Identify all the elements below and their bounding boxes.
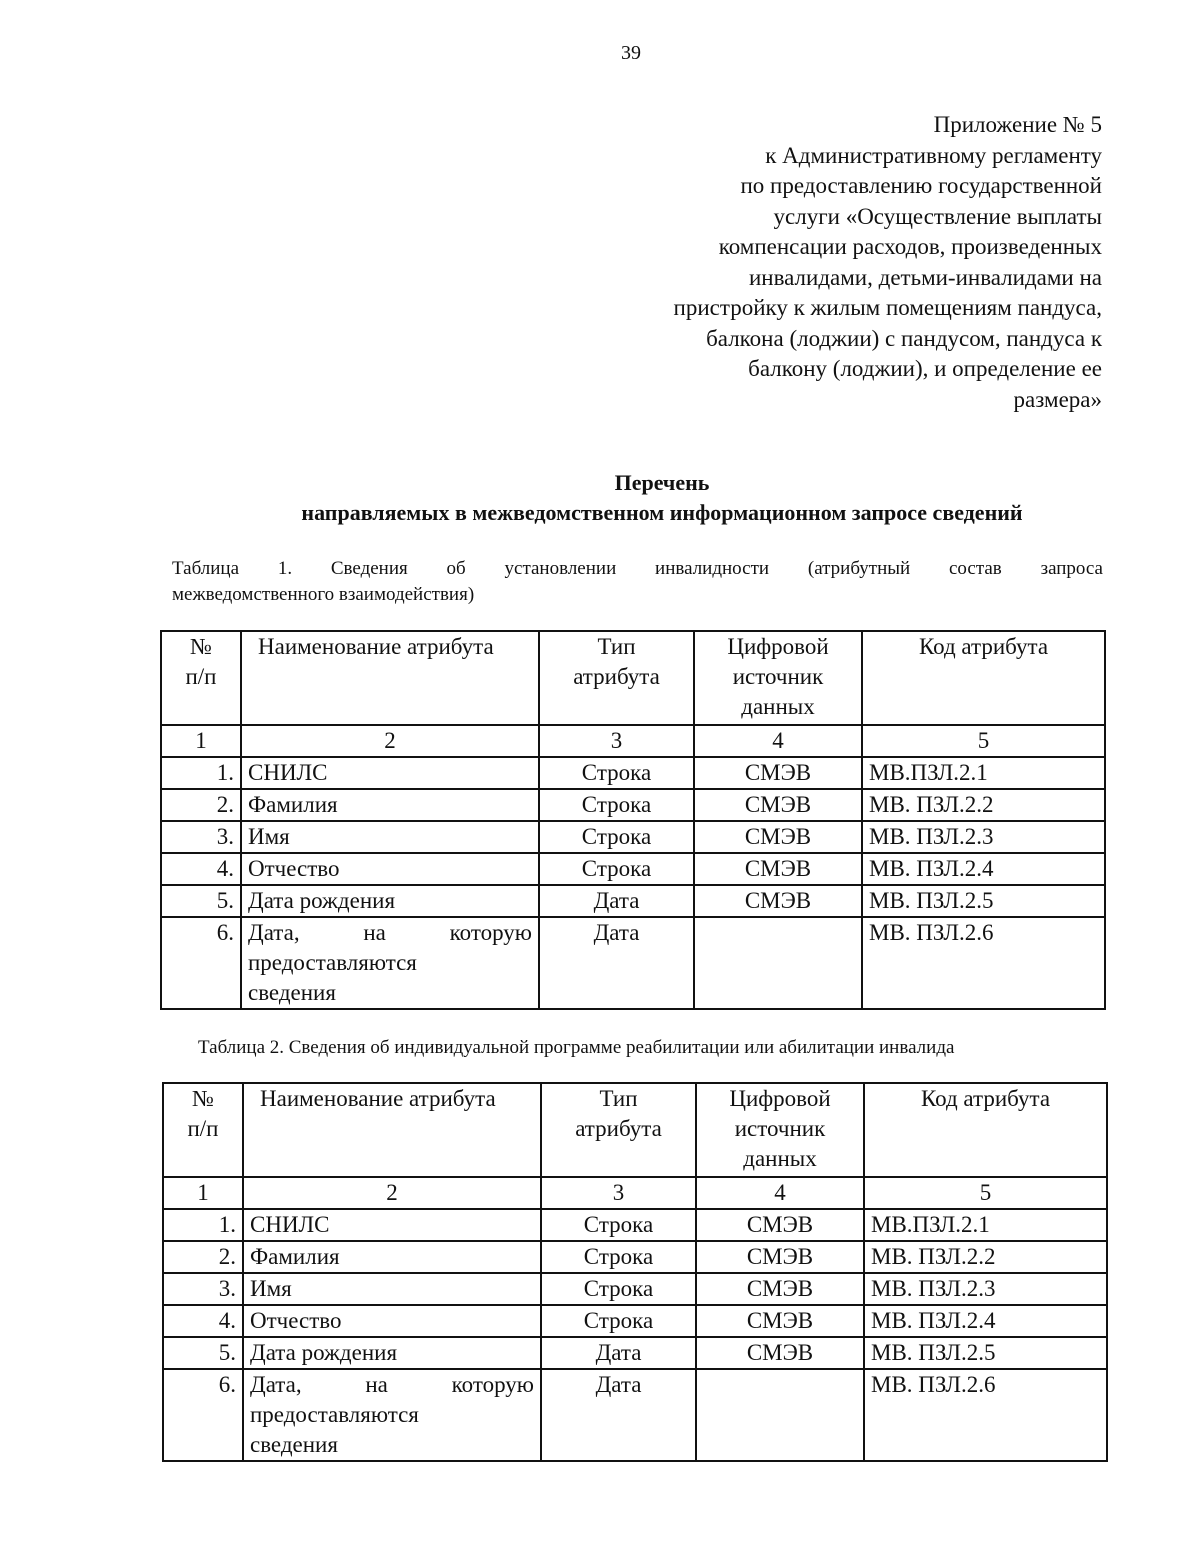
attribute-code-cell: МВ. ПЗЛ.2.4 bbox=[862, 853, 1105, 885]
header-text: данных bbox=[741, 694, 815, 719]
attribute-type-cell: Дата bbox=[541, 1337, 696, 1369]
header-text: Цифровой bbox=[729, 1086, 831, 1111]
data-source-cell bbox=[694, 917, 862, 1009]
document-heading bbox=[160, 468, 1164, 528]
row-number-cell: 5. bbox=[163, 1337, 243, 1369]
attribute-type-cell: Дата bbox=[541, 1369, 696, 1461]
attribute-type-cell: Строка bbox=[539, 757, 694, 789]
row-number-cell: 1. bbox=[163, 1209, 243, 1241]
attribute-name-cell: Дата рождения bbox=[243, 1337, 541, 1369]
header-cell-source bbox=[696, 1083, 864, 1177]
attribute-code-cell: МВ. ПЗЛ.2.5 bbox=[862, 885, 1105, 917]
heading-subtitle: направляемых в межведомственном информационном запросе сведений bbox=[301, 500, 1023, 525]
table2-caption: Таблица 2. Сведения об индивидуальной программе реабилитации или абилитации инвалида bbox=[198, 1037, 955, 1058]
attribute-type-cell: Строка bbox=[539, 789, 694, 821]
table-2 bbox=[162, 1082, 1108, 1462]
table-row bbox=[161, 885, 1105, 917]
table1-caption-line: межведомственного взаимодействия) bbox=[172, 584, 475, 605]
appendix-line: компенсации расходов, произведенных bbox=[718, 234, 1102, 259]
table-header-row bbox=[163, 1083, 1107, 1177]
column-number-cell: 1 bbox=[163, 1177, 243, 1209]
table-1 bbox=[160, 630, 1106, 1010]
header-text: п/п bbox=[187, 1116, 219, 1141]
appendix-line: балкона (лоджии) с пандусом, пандуса к bbox=[706, 325, 1102, 351]
table-row bbox=[161, 853, 1105, 885]
header-text: источник bbox=[734, 1116, 826, 1141]
row-number-cell: 4. bbox=[163, 1305, 243, 1337]
attribute-code-cell: МВ. ПЗЛ.2.4 bbox=[864, 1305, 1107, 1337]
attribute-name-cell: СНИЛС bbox=[243, 1209, 541, 1241]
row-number-cell: 6. bbox=[163, 1369, 243, 1461]
header-cell-num bbox=[163, 1083, 243, 1177]
column-number-cell: 5 bbox=[862, 725, 1105, 757]
row-number-cell: 4. bbox=[161, 853, 241, 885]
data-source-cell bbox=[696, 1369, 864, 1461]
attribute-type-cell: Дата bbox=[539, 885, 694, 917]
attribute-name-line: предоставляются bbox=[248, 950, 417, 975]
attribute-type-cell: Строка bbox=[541, 1273, 696, 1305]
appendix-line: по предоставлению государственной bbox=[740, 173, 1102, 198]
attribute-code-cell: МВ. ПЗЛ.2.2 bbox=[862, 789, 1105, 821]
table1-caption-line: Таблица 1. Сведения об установлении инвалидности (атрибутный состав запроса bbox=[172, 558, 1103, 579]
table-row bbox=[163, 1273, 1107, 1305]
data-source-cell: СМЭВ bbox=[694, 853, 862, 885]
appendix-reference bbox=[542, 110, 1102, 415]
attribute-name-line: Дата, на которую bbox=[250, 1372, 534, 1397]
attribute-name-line: сведения bbox=[248, 980, 336, 1005]
column-number-cell: 2 bbox=[241, 725, 539, 757]
header-cell-type bbox=[539, 631, 694, 725]
column-numbers-row bbox=[161, 725, 1105, 757]
header-text: п/п bbox=[185, 664, 217, 689]
table-row bbox=[161, 917, 1105, 1009]
column-number-cell: 3 bbox=[539, 725, 694, 757]
table-row bbox=[161, 789, 1105, 821]
data-source-cell: СМЭВ bbox=[696, 1305, 864, 1337]
attribute-name-cell: Имя bbox=[241, 821, 539, 853]
column-number-cell: 3 bbox=[541, 1177, 696, 1209]
header-text: № bbox=[190, 634, 212, 659]
table1-caption bbox=[172, 556, 1103, 608]
attribute-code-cell: МВ. ПЗЛ.2.3 bbox=[862, 821, 1105, 853]
page-number: 39 bbox=[621, 42, 641, 64]
header-text: атрибута bbox=[575, 1116, 662, 1141]
heading-title: Перечень bbox=[614, 470, 710, 495]
column-number-cell: 1 bbox=[161, 725, 241, 757]
row-number-cell: 2. bbox=[161, 789, 241, 821]
attribute-name-cell: Фамилия bbox=[243, 1241, 541, 1273]
attribute-name-cell: Фамилия bbox=[241, 789, 539, 821]
column-number-cell: 2 bbox=[243, 1177, 541, 1209]
appendix-line: услуги «Осуществление выплаты bbox=[773, 203, 1102, 229]
header-cell-source bbox=[694, 631, 862, 725]
data-source-cell: СМЭВ bbox=[694, 757, 862, 789]
appendix-line: размера» bbox=[1013, 386, 1102, 412]
attribute-name-cell bbox=[243, 1369, 541, 1461]
table-row bbox=[163, 1241, 1107, 1273]
table-row bbox=[163, 1369, 1107, 1461]
data-source-cell: СМЭВ bbox=[696, 1241, 864, 1273]
attribute-code-cell: МВ.ПЗЛ.2.1 bbox=[864, 1209, 1107, 1241]
row-number-cell: 3. bbox=[163, 1273, 243, 1305]
data-source-cell: СМЭВ bbox=[694, 821, 862, 853]
attribute-type-cell: Строка bbox=[541, 1305, 696, 1337]
attribute-name-cell: СНИЛС bbox=[241, 757, 539, 789]
header-text: данных bbox=[743, 1146, 817, 1171]
attribute-code-cell: МВ. ПЗЛ.2.6 bbox=[862, 917, 1105, 1009]
row-number-cell: 5. bbox=[161, 885, 241, 917]
header-text: источник bbox=[732, 664, 824, 689]
data-source-cell: СМЭВ bbox=[694, 789, 862, 821]
header-cell-num bbox=[161, 631, 241, 725]
attribute-name-line: предоставляются bbox=[250, 1402, 419, 1427]
header-text: Тип bbox=[599, 1086, 638, 1111]
appendix-line: пристройку к жилым помещениям пандуса, bbox=[673, 295, 1102, 320]
table-row bbox=[163, 1337, 1107, 1369]
table-row bbox=[163, 1209, 1107, 1241]
attribute-code-cell: МВ. ПЗЛ.2.2 bbox=[864, 1241, 1107, 1273]
attribute-type-cell: Дата bbox=[539, 917, 694, 1009]
column-numbers-row bbox=[163, 1177, 1107, 1209]
attribute-code-cell: МВ. ПЗЛ.2.5 bbox=[864, 1337, 1107, 1369]
column-number-cell: 4 bbox=[696, 1177, 864, 1209]
appendix-line: Приложение № 5 bbox=[933, 112, 1102, 137]
attribute-name-cell: Дата рождения bbox=[241, 885, 539, 917]
appendix-line: балкону (лоджии), и определение ее bbox=[748, 356, 1102, 381]
table-row bbox=[163, 1305, 1107, 1337]
attribute-name-cell: Отчество bbox=[243, 1305, 541, 1337]
appendix-line: к Административному регламенту bbox=[765, 142, 1102, 168]
header-text: атрибута bbox=[573, 664, 660, 689]
header-cell-name: Наименование атрибута bbox=[243, 1083, 541, 1177]
header-cell-type bbox=[541, 1083, 696, 1177]
data-source-cell: СМЭВ bbox=[696, 1209, 864, 1241]
attribute-code-cell: МВ. ПЗЛ.2.6 bbox=[864, 1369, 1107, 1461]
attribute-code-cell: МВ. ПЗЛ.2.3 bbox=[864, 1273, 1107, 1305]
row-number-cell: 6. bbox=[161, 917, 241, 1009]
data-source-cell: СМЭВ bbox=[694, 885, 862, 917]
attribute-name-line: Дата, на которую bbox=[248, 920, 532, 945]
attribute-type-cell: Строка bbox=[541, 1241, 696, 1273]
attribute-type-cell: Строка bbox=[539, 821, 694, 853]
column-number-cell: 4 bbox=[694, 725, 862, 757]
header-text: Цифровой bbox=[727, 634, 829, 659]
attribute-name-cell: Отчество bbox=[241, 853, 539, 885]
attribute-type-cell: Строка bbox=[539, 853, 694, 885]
row-number-cell: 1. bbox=[161, 757, 241, 789]
attribute-code-cell: МВ.ПЗЛ.2.1 bbox=[862, 757, 1105, 789]
attribute-name-cell: Имя bbox=[243, 1273, 541, 1305]
attribute-name-line: сведения bbox=[250, 1432, 338, 1457]
header-cell-code: Код атрибута bbox=[864, 1083, 1107, 1177]
header-cell-name: Наименование атрибута bbox=[241, 631, 539, 725]
column-number-cell: 5 bbox=[864, 1177, 1107, 1209]
attribute-type-cell: Строка bbox=[541, 1209, 696, 1241]
data-source-cell: СМЭВ bbox=[696, 1273, 864, 1305]
row-number-cell: 2. bbox=[163, 1241, 243, 1273]
table-header-row bbox=[161, 631, 1105, 725]
table-row bbox=[161, 757, 1105, 789]
attribute-name-cell bbox=[241, 917, 539, 1009]
header-text: Тип bbox=[597, 634, 636, 659]
table-row bbox=[161, 821, 1105, 853]
row-number-cell: 3. bbox=[161, 821, 241, 853]
header-text: № bbox=[192, 1086, 214, 1111]
header-cell-code: Код атрибута bbox=[862, 631, 1105, 725]
data-source-cell: СМЭВ bbox=[696, 1337, 864, 1369]
appendix-line: инвалидами, детьми-инвалидами на bbox=[748, 264, 1102, 290]
